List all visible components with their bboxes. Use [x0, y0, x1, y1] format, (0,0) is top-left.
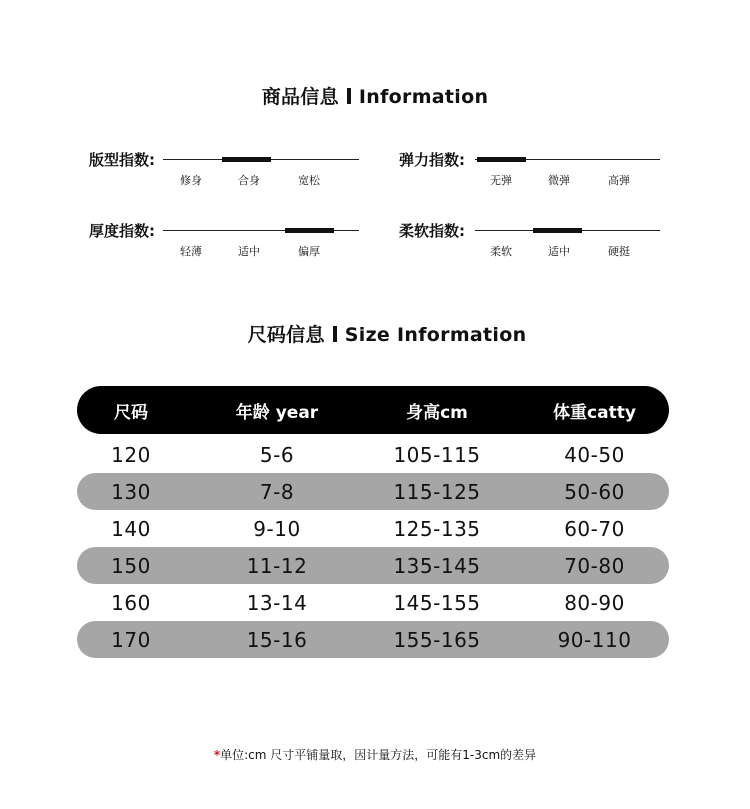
index-option: 适中: [548, 245, 570, 258]
index-indicator: [533, 228, 582, 233]
cell-height: 105-115: [393, 442, 481, 467]
index-indicator: [477, 157, 526, 162]
index-option: 柔软: [490, 245, 512, 258]
index-label: 弹力指数:: [399, 151, 465, 169]
header-cell-height: 身高cm: [406, 402, 468, 423]
index-fit: [89, 150, 359, 190]
cell-height: 155-165: [393, 627, 481, 652]
table-row: [77, 621, 669, 658]
product-info-title-en: Information: [358, 86, 489, 108]
cell-weight: 60-70: [564, 516, 625, 541]
product-info-title-cn: 商品信息: [261, 86, 339, 108]
size-info-title-cn: 尺码信息: [247, 324, 325, 346]
cell-size: 130: [111, 479, 151, 504]
cell-size: 140: [111, 516, 151, 541]
cell-height: 125-135: [393, 516, 481, 541]
index-label: 厚度指数:: [89, 222, 155, 240]
cell-height: 135-145: [393, 553, 481, 578]
index-option: 高弹: [608, 174, 630, 187]
index-label: 版型指数:: [89, 151, 155, 169]
cell-age: 7-8: [259, 479, 295, 504]
index-option: 微弹: [548, 174, 570, 187]
cell-size: 150: [111, 553, 151, 578]
cell-age: 11-12: [246, 553, 308, 578]
index-option: 修身: [180, 174, 202, 187]
index-track: [475, 159, 660, 160]
table-row: [77, 584, 669, 621]
index-option: 适中: [238, 245, 260, 258]
table-row: [77, 473, 669, 510]
index-track: [475, 230, 660, 231]
cell-size: 120: [111, 442, 151, 467]
index-option: 偏厚: [298, 245, 320, 258]
title-divider-bar: [333, 326, 337, 342]
index-option: 轻薄: [180, 245, 202, 258]
index-softness: [399, 221, 669, 261]
cell-weight: 50-60: [564, 479, 625, 504]
cell-weight: 40-50: [564, 442, 625, 467]
asterisk-mark: *: [213, 748, 221, 762]
index-indicator: [222, 157, 271, 162]
cell-weight: 80-90: [564, 590, 625, 615]
index-option: 无弹: [490, 174, 512, 187]
size-table: [77, 386, 669, 658]
title-divider-bar: [347, 88, 351, 104]
index-indicator: [285, 228, 334, 233]
table-row: [77, 436, 669, 473]
index-option: 硬挺: [608, 245, 630, 258]
index-track: [163, 230, 359, 231]
cell-size: 160: [111, 590, 151, 615]
cell-age: 5-6: [259, 442, 295, 467]
cell-height: 145-155: [393, 590, 481, 615]
footnote-text: 单位:cm 尺寸平铺量取，因计量方法，可能有1-3cm的差异: [220, 748, 537, 762]
index-label: 柔软指数:: [399, 222, 465, 240]
index-thickness: [89, 221, 359, 261]
table-row: [77, 547, 669, 584]
cell-age: 9-10: [253, 516, 301, 541]
header-cell-weight: 体重catty: [553, 402, 636, 423]
table-row: [77, 510, 669, 547]
cell-weight: 70-80: [564, 553, 625, 578]
cell-size: 170: [111, 627, 151, 652]
header-cell-age: 年龄 year: [235, 402, 319, 423]
size-table-header: [77, 386, 669, 434]
index-option: 宽松: [298, 174, 320, 187]
measurement-footnote: [0, 747, 750, 763]
cell-age: 13-14: [246, 590, 308, 615]
product-info-title: [0, 82, 750, 109]
size-info-title-en: Size Information: [344, 324, 527, 346]
cell-height: 115-125: [393, 479, 481, 504]
header-cell-size: 尺码: [114, 402, 148, 423]
index-track: [163, 159, 359, 160]
index-elasticity: [399, 150, 669, 190]
cell-weight: 90-110: [557, 627, 632, 652]
index-option: 合身: [238, 174, 260, 187]
size-info-title: [12, 320, 750, 347]
cell-age: 15-16: [246, 627, 308, 652]
